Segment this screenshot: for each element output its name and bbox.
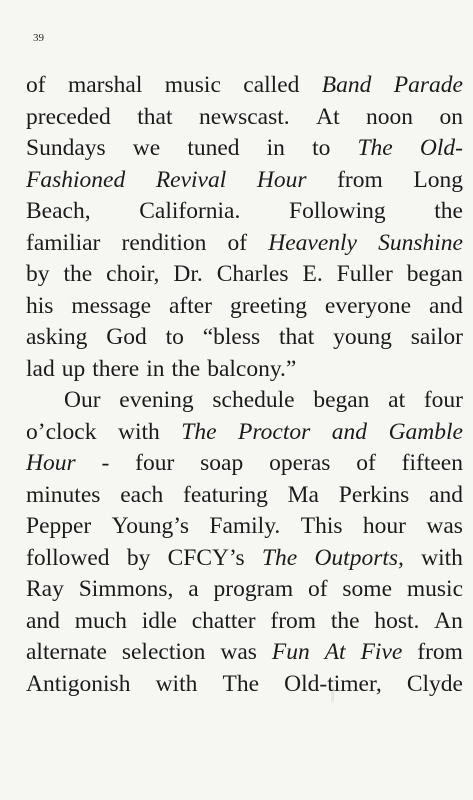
word: the: [434, 198, 463, 224]
word: Following: [289, 198, 386, 224]
italic-word: Parade: [393, 72, 463, 98]
word: Our: [64, 387, 101, 413]
word: called: [243, 72, 300, 98]
text-line: [26, 291, 463, 323]
body-text: [26, 70, 463, 700]
word: Family.: [209, 513, 281, 539]
word: “bless: [202, 324, 261, 350]
italic-word: Sunshine: [378, 229, 463, 256]
word: CFCY’s: [167, 544, 245, 571]
word: idle: [141, 607, 177, 634]
word: Young’s: [111, 513, 189, 539]
word: and: [26, 607, 60, 634]
word: some: [342, 576, 393, 602]
text-line: [26, 322, 463, 354]
word: with: [155, 670, 198, 697]
italic-word: Fashioned: [26, 166, 126, 193]
italic-word: Outports,: [314, 544, 404, 571]
word: Simmons,: [78, 576, 174, 602]
word: of: [307, 576, 328, 602]
word: four: [423, 387, 463, 413]
word: a: [188, 576, 199, 602]
text-line: [26, 543, 463, 575]
word: young: [333, 324, 392, 350]
word: An: [434, 607, 463, 634]
italic-word: At: [324, 639, 346, 665]
word: choir,: [106, 261, 160, 287]
word: that: [279, 324, 315, 350]
italic-word: Hour: [26, 450, 76, 476]
word: operas: [269, 450, 331, 476]
word: began: [313, 387, 370, 413]
word: by: [126, 544, 151, 571]
word: rendition: [121, 229, 207, 256]
word: Charles: [216, 261, 289, 287]
word: from: [337, 166, 383, 193]
word: Antigonish: [26, 670, 131, 697]
word: -: [101, 450, 110, 476]
word: This: [300, 513, 343, 539]
italic-word: Band: [321, 72, 372, 98]
word: California.: [139, 198, 241, 224]
word: chatter: [191, 607, 256, 634]
word: each: [120, 481, 164, 508]
italic-word: Fun: [271, 639, 310, 665]
text-line: [26, 102, 463, 134]
word: from: [270, 607, 317, 634]
word: Long: [413, 166, 463, 193]
word: and: [429, 481, 463, 508]
word: greeting: [229, 292, 307, 319]
word: fifteen: [401, 450, 463, 476]
word: Pepper: [26, 513, 92, 539]
word: noon: [366, 103, 414, 130]
word: music: [406, 576, 463, 602]
word: message: [71, 292, 152, 319]
italic-word: The: [261, 544, 298, 571]
word: minutes: [26, 481, 101, 508]
word: that: [137, 103, 173, 130]
word: Fuller: [336, 261, 393, 287]
word: selection: [121, 639, 206, 665]
italic-word: The: [357, 135, 393, 161]
scan-mark: [331, 685, 334, 703]
text-line: [26, 385, 463, 417]
word: newscast.: [198, 103, 290, 130]
text-line: [26, 259, 463, 291]
word: program: [213, 576, 294, 602]
word: featuring: [183, 481, 268, 508]
word: sailor: [410, 324, 463, 350]
italic-word: Hour: [256, 166, 307, 193]
italic-word: Revival: [155, 166, 227, 193]
text-line: [26, 70, 463, 102]
text-line: [26, 165, 463, 197]
word: of: [26, 72, 46, 98]
word: his: [26, 292, 54, 319]
text-line: [26, 606, 463, 638]
word: on: [439, 103, 463, 130]
text-line: [26, 228, 463, 260]
page-number: 39: [33, 32, 44, 44]
word: to: [165, 324, 184, 350]
word: preceded: [26, 103, 111, 130]
word: the: [171, 355, 201, 382]
italic-word: Proctor: [238, 418, 311, 445]
text-line: [26, 511, 463, 543]
word: Perkins: [338, 481, 410, 508]
word: familiar: [26, 229, 101, 256]
word: Ray: [26, 576, 64, 602]
word: in: [146, 355, 165, 382]
word: soap: [200, 450, 244, 476]
word: with: [421, 544, 463, 571]
word: from: [417, 639, 463, 665]
word: of: [227, 229, 248, 256]
word: Sundays: [26, 135, 106, 161]
word: there: [92, 355, 140, 382]
word: alternate: [26, 639, 107, 665]
word: at: [388, 387, 406, 413]
word: was: [426, 513, 463, 539]
word: Dr.: [173, 261, 203, 287]
text-line: [26, 448, 463, 480]
word: host.: [374, 607, 420, 634]
word: schedule: [212, 387, 295, 413]
italic-word: Gamble: [388, 418, 463, 445]
word: hour: [362, 513, 406, 539]
word: followed: [26, 544, 110, 571]
word: by: [26, 261, 50, 287]
word: with: [117, 418, 160, 445]
word: of: [356, 450, 376, 476]
word: we: [132, 135, 161, 161]
word: The: [222, 670, 260, 697]
word: evening: [119, 387, 194, 413]
word: and: [429, 292, 463, 319]
word: Clyde: [406, 670, 463, 697]
word: everyone: [324, 292, 412, 319]
text-line: [26, 354, 463, 386]
word: tuned: [187, 135, 240, 161]
word: was: [220, 639, 257, 665]
word: Ma: [287, 481, 319, 508]
word: God: [106, 324, 147, 350]
word: Old-timer,: [284, 670, 382, 697]
word: At: [316, 103, 340, 130]
text-line: [26, 480, 463, 512]
word: began: [406, 261, 463, 287]
text-line: [26, 196, 463, 228]
word: marshal: [67, 72, 143, 98]
word: lad: [26, 355, 55, 382]
text-line: [26, 574, 463, 606]
word: much: [74, 607, 127, 634]
italic-word: and: [331, 418, 368, 445]
italic-word: Old-: [419, 135, 463, 161]
word: Beach,: [26, 198, 91, 224]
text-line: [26, 133, 463, 165]
word: after: [168, 292, 213, 319]
word: E.: [302, 261, 323, 287]
word: asking: [26, 324, 88, 350]
word: the: [330, 607, 360, 634]
word: up: [61, 355, 86, 382]
italic-word: The: [181, 418, 217, 445]
italic-word: Heavenly: [268, 229, 357, 256]
word: in: [266, 135, 285, 161]
word: four: [135, 450, 175, 476]
italic-word: Five: [360, 639, 403, 665]
word: o’clock: [26, 418, 97, 445]
text-line: [26, 637, 463, 669]
word: music: [164, 72, 221, 98]
word: balcony.”: [207, 355, 297, 382]
word: the: [63, 261, 93, 287]
text-line: [26, 669, 463, 701]
text-line: [26, 417, 463, 449]
word: to: [312, 135, 331, 161]
